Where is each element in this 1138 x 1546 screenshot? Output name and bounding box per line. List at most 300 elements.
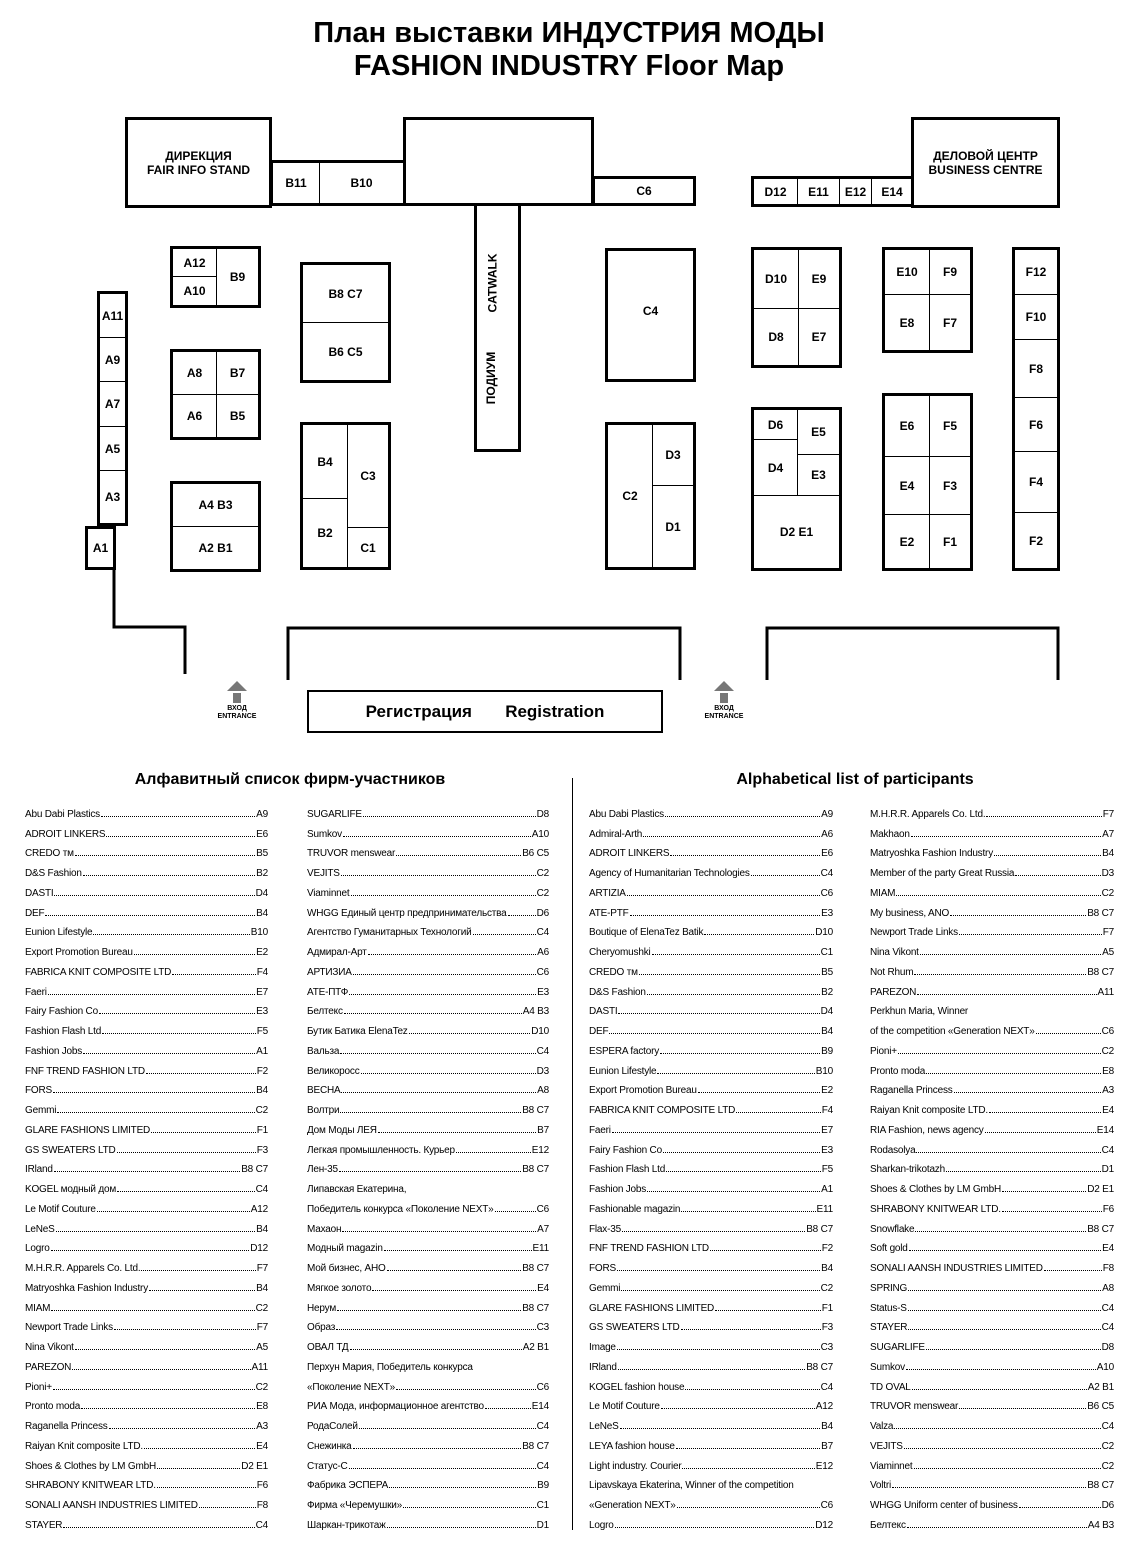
- participant-stand: E14: [1096, 1124, 1114, 1136]
- participant-row: [589, 1136, 833, 1156]
- participant-row: [870, 820, 1114, 840]
- booth-B9[interactable]: B9: [229, 270, 246, 284]
- participant-row: [589, 938, 833, 958]
- participant-row: [870, 1373, 1114, 1393]
- participant-row: [307, 998, 549, 1018]
- leader-dots: [985, 1132, 1096, 1133]
- leader-dots: [114, 1329, 256, 1330]
- booth-group-d10-e7[interactable]: [751, 247, 842, 368]
- participant-row: [307, 1136, 549, 1156]
- participant-stand: D1: [536, 1519, 549, 1531]
- participant-row: [589, 1452, 833, 1472]
- participant-name: Fashion Flash Ltd: [25, 1026, 102, 1037]
- participant-stand: A4 B3: [522, 1006, 549, 1018]
- participant-stand: D4: [820, 1006, 833, 1018]
- participant-stand: F8: [256, 1500, 268, 1511]
- booth-D4[interactable]: D4: [754, 440, 798, 496]
- booth-B11[interactable]: B11: [273, 163, 320, 203]
- participant-name: Fashion Flash Ltd: [589, 1164, 666, 1176]
- participant-name: Бутик Батика ElenaTez: [307, 1026, 408, 1037]
- participant-name: Agency of Humanitarian Technologies: [589, 868, 750, 879]
- participant-name: KOGEL fashion house: [589, 1381, 685, 1393]
- participant-row: [25, 1175, 268, 1195]
- leader-dots: [986, 816, 1101, 817]
- participant-row: [589, 998, 833, 1018]
- leader-dots: [898, 1053, 1101, 1054]
- participant-stand: C4: [1101, 1144, 1114, 1156]
- leader-dots: [622, 1231, 805, 1232]
- participant-row: [589, 978, 833, 998]
- booth-E6[interactable]: E6: [885, 396, 930, 457]
- booth-F9[interactable]: F9: [930, 250, 970, 295]
- participant-name: Мой бизнес, АНО: [307, 1263, 386, 1274]
- participant-row: [307, 899, 549, 919]
- participant-stand: E6: [821, 848, 833, 860]
- participant-name: Viaminnet: [307, 887, 350, 899]
- participant-stand: C4: [1101, 1302, 1114, 1314]
- participant-row: [25, 1057, 268, 1077]
- participant-stand: F5: [256, 1026, 268, 1037]
- leader-dots: [56, 1231, 256, 1232]
- participant-row: [870, 1432, 1114, 1452]
- participant-row: [307, 1373, 549, 1393]
- participant-name: STAYER: [25, 1519, 63, 1531]
- participant-name: Перхун Мария, Победитель конкурса: [307, 1361, 473, 1373]
- participant-stand: B8 C7: [806, 1223, 833, 1235]
- participant-stand: A5: [1102, 947, 1114, 958]
- participant-row: [25, 879, 268, 899]
- participant-stand: F1: [821, 1302, 833, 1314]
- participants-ru-column-2: [307, 800, 549, 1531]
- participant-row: [870, 800, 1114, 820]
- booth-C1[interactable]: C1: [360, 540, 376, 555]
- leader-dots: [914, 974, 1086, 975]
- leader-dots: [117, 1191, 255, 1192]
- booth-group-c2-d1[interactable]: [605, 422, 696, 570]
- participant-row: [870, 1235, 1114, 1255]
- booth-D2E1[interactable]: D2 E1: [779, 525, 814, 539]
- participant-stand: F4: [256, 966, 268, 978]
- participant-name: SHRABONY KNITWEAR LTD.: [25, 1480, 156, 1492]
- leader-dots: [906, 1369, 1096, 1370]
- booth-B10[interactable]: B10: [350, 176, 373, 190]
- participant-stand: E2: [256, 947, 268, 958]
- booth-C4[interactable]: [605, 248, 696, 382]
- participant-row: [25, 938, 268, 958]
- participant-stand: B4: [256, 1282, 268, 1294]
- participant-name: CREDO тм: [25, 848, 74, 860]
- participant-stand: F4: [821, 1105, 833, 1116]
- leader-dots: [101, 816, 255, 817]
- participant-stand: B6 C5: [1087, 1401, 1114, 1413]
- participant-stand: C6: [536, 1203, 549, 1215]
- leader-dots: [959, 934, 1102, 935]
- participant-name: Дом Моды ЛЕЯ: [307, 1124, 377, 1136]
- participant-row: [307, 1037, 549, 1057]
- participant-stand: A6: [537, 947, 549, 958]
- booth-E14[interactable]: E14: [881, 184, 903, 199]
- leader-dots: [54, 1171, 240, 1172]
- booth-A12[interactable]: A12: [173, 249, 217, 277]
- participant-name: Pioni+: [870, 1045, 897, 1057]
- participant-name: Fairy Fashion Co: [25, 1006, 98, 1018]
- leader-dots: [904, 1448, 1101, 1449]
- leader-dots: [54, 895, 254, 896]
- booth-F8[interactable]: F8: [1015, 340, 1057, 398]
- participant-row: [307, 1432, 549, 1452]
- leader-dots: [144, 1448, 255, 1449]
- participant-stand: B8 C7: [241, 1164, 268, 1176]
- leader-dots: [409, 1033, 531, 1034]
- booth-C2[interactable]: C2: [608, 425, 653, 567]
- participant-stand: F7: [1102, 927, 1114, 939]
- participant-stand: C6: [1101, 1026, 1114, 1037]
- participant-stand: A3: [1102, 1085, 1114, 1097]
- leader-dots: [908, 1329, 1100, 1330]
- participant-name: РИА Мода, информационное агентство: [307, 1401, 484, 1413]
- participant-name: «Generation NEXT»: [589, 1500, 676, 1511]
- participant-row: [589, 1096, 833, 1116]
- booth-E2[interactable]: E2: [885, 515, 930, 568]
- booth-D1[interactable]: D1: [665, 519, 681, 534]
- leader-dots: [361, 1073, 536, 1074]
- booth-A3[interactable]: A3: [104, 490, 121, 504]
- participant-row: [870, 998, 1114, 1018]
- participant-name: Newport Trade Links: [25, 1322, 113, 1334]
- booth-E8[interactable]: E8: [885, 295, 930, 350]
- leader-dots: [141, 1270, 255, 1271]
- booth-column-f[interactable]: [1012, 247, 1060, 571]
- leader-dots: [677, 1507, 820, 1508]
- booth-F2[interactable]: F2: [1028, 533, 1043, 548]
- leader-dots: [149, 1290, 255, 1291]
- participant-stand: C2: [536, 887, 549, 899]
- booth-E11[interactable]: E11: [798, 179, 840, 204]
- participant-row: [589, 958, 833, 978]
- booth-E7[interactable]: E7: [811, 330, 827, 344]
- list-title-ru: Алфавитный список фирм-участников: [134, 771, 446, 788]
- booth-C3[interactable]: C3: [348, 425, 388, 528]
- participant-stand: C4: [536, 1460, 549, 1472]
- leader-dots: [647, 994, 820, 995]
- participant-row: [870, 1353, 1114, 1373]
- leader-dots: [342, 1231, 536, 1232]
- participant-row: [25, 1472, 268, 1492]
- participant-row: [307, 1452, 549, 1472]
- booth-A2B1[interactable]: A2 B1: [198, 541, 233, 555]
- leader-dots: [620, 1428, 821, 1429]
- participant-stand: E12: [531, 1144, 549, 1156]
- booth-B4[interactable]: B4: [303, 425, 348, 499]
- booth-F6[interactable]: F6: [1015, 398, 1057, 452]
- booth-A10[interactable]: A10: [173, 277, 217, 305]
- booth-E5[interactable]: E5: [798, 410, 839, 455]
- participant-name: RIA Fashion, news agency: [870, 1124, 984, 1136]
- participant-row: [870, 938, 1114, 958]
- participant-name: Rodasolya: [870, 1144, 916, 1156]
- participant-name: ATE-PTF: [589, 907, 629, 919]
- participant-name: Logro: [25, 1243, 50, 1255]
- participant-name: Valza: [870, 1421, 894, 1432]
- participant-stand: C2: [1101, 887, 1114, 899]
- booth-B2[interactable]: B2: [303, 499, 348, 567]
- participant-row: [307, 859, 549, 879]
- participant-stand: B2: [256, 868, 268, 879]
- participant-row: [25, 1274, 268, 1294]
- entrance-left[interactable]: [202, 681, 272, 721]
- booth-D10[interactable]: D10: [754, 250, 799, 309]
- participant-name: SONALI AANSH INDUSTRIES LIMITED: [870, 1263, 1043, 1274]
- leader-dots: [911, 836, 1101, 837]
- leader-dots: [340, 1053, 535, 1054]
- participant-name: CREDO тм: [589, 966, 638, 978]
- participant-stand: C4: [820, 1381, 833, 1393]
- booth-F4[interactable]: F4: [1015, 452, 1057, 513]
- leader-dots: [109, 1428, 256, 1429]
- booth-F7[interactable]: F7: [942, 315, 957, 330]
- leader-dots: [337, 1310, 521, 1311]
- registration-desk[interactable]: [307, 690, 663, 733]
- booth-A11[interactable]: A11: [100, 294, 125, 338]
- leader-dots: [72, 1369, 250, 1370]
- booth-D6[interactable]: D6: [754, 410, 798, 440]
- participant-name: Shoes & Clothes by LM GmbH: [870, 1184, 1001, 1195]
- participant-row: [589, 879, 833, 899]
- leader-dots: [349, 1468, 536, 1469]
- participant-row: [870, 958, 1114, 978]
- booth-E12[interactable]: E12: [840, 179, 872, 204]
- fair-info-stand[interactable]: [125, 117, 272, 208]
- participant-name: Logro: [589, 1519, 614, 1531]
- registration-label-ru: Регистрация: [365, 701, 472, 721]
- booth-A8[interactable]: A8: [173, 352, 217, 395]
- participant-stand: E14: [531, 1401, 549, 1413]
- participant-name: DASTI: [589, 1006, 618, 1018]
- leader-dots: [134, 954, 255, 955]
- participant-name: Abu Dabi Plastics: [589, 808, 664, 820]
- participant-name: Matryoshka Fashion Industry: [870, 848, 993, 860]
- participant-row: [307, 958, 549, 978]
- participant-row: [589, 1235, 833, 1255]
- participant-name: Fairy Fashion Co: [589, 1144, 662, 1156]
- participant-name: M.H.R.R. Apparels Co. Ltd.: [25, 1263, 141, 1274]
- participant-name: Matryoshka Fashion Industry: [25, 1282, 148, 1294]
- booth-A9[interactable]: A9: [100, 338, 125, 382]
- participant-stand: B6 C5: [522, 848, 549, 860]
- booth-D12[interactable]: D12: [754, 179, 798, 204]
- participant-row: [870, 899, 1114, 919]
- participant-row: [25, 840, 268, 860]
- participant-row: [307, 1077, 549, 1097]
- entrance-right-en: ENTRANCE: [704, 713, 744, 720]
- booth-D3[interactable]: D3: [653, 425, 693, 486]
- leader-dots: [339, 1171, 521, 1172]
- participant-row: [870, 1333, 1114, 1353]
- catwalk[interactable]: [474, 203, 521, 452]
- leader-dots: [946, 1171, 1101, 1172]
- participant-stand: E11: [816, 1203, 833, 1215]
- booth-row-d12-e14[interactable]: [751, 176, 915, 207]
- participant-row: [870, 1274, 1114, 1294]
- booth-F5[interactable]: F5: [930, 396, 970, 457]
- participant-stand: F2: [821, 1243, 833, 1255]
- leader-dots: [344, 1013, 522, 1014]
- participant-name: ВЕСНА: [307, 1085, 341, 1097]
- leader-dots: [685, 1389, 819, 1390]
- leader-dots: [751, 875, 820, 876]
- booth-A4B3[interactable]: A4 B3: [173, 484, 258, 527]
- participant-name: Voltri: [870, 1480, 892, 1492]
- participant-row: [307, 1491, 549, 1511]
- participants-en-column-2: [870, 800, 1114, 1531]
- booth-A1-label: A1: [92, 541, 109, 555]
- participant-stand: E8: [256, 1401, 268, 1413]
- booth-B5[interactable]: B5: [229, 409, 246, 423]
- participant-row: [25, 1096, 268, 1116]
- booth-group-b4-c1[interactable]: [300, 422, 391, 570]
- booth-F10[interactable]: F10: [1015, 295, 1057, 340]
- fair-info-en: FAIR INFO STAND: [146, 162, 251, 177]
- leader-dots: [615, 1527, 815, 1528]
- participant-name: FORS: [25, 1085, 52, 1097]
- participant-row: [870, 1116, 1114, 1136]
- participant-name: My business, ANO: [870, 907, 950, 919]
- booth-B6C5[interactable]: B6 C5: [328, 344, 363, 359]
- participant-row: [307, 938, 549, 958]
- participant-row: [589, 1491, 833, 1511]
- participant-row: [25, 800, 268, 820]
- leader-dots: [359, 1428, 536, 1429]
- booth-group-a12-b9[interactable]: [170, 246, 261, 308]
- participant-stand: D10: [815, 927, 833, 939]
- booth-C6[interactable]: [592, 176, 696, 206]
- participant-name: Великоросс: [307, 1065, 360, 1077]
- participant-stand: B8 C7: [806, 1361, 833, 1373]
- participant-row: [307, 1254, 549, 1274]
- booth-F3[interactable]: F3: [930, 457, 970, 515]
- participant-stand: B8 C7: [1087, 1223, 1114, 1235]
- leader-dots: [660, 1053, 820, 1054]
- leader-dots: [387, 1270, 522, 1271]
- leader-dots: [630, 915, 821, 916]
- registration-label-en: Registration: [505, 701, 605, 721]
- participant-row: [307, 820, 549, 840]
- participant-stand: A8: [537, 1085, 549, 1097]
- booth-B8C7[interactable]: B8 C7: [303, 265, 388, 323]
- participant-name: Snowflake: [870, 1223, 915, 1235]
- leader-dots: [663, 1152, 820, 1153]
- leader-dots: [926, 1349, 1101, 1350]
- participant-row: [870, 1057, 1114, 1077]
- participant-stand: F3: [256, 1144, 268, 1156]
- participant-stand: C4: [255, 1184, 268, 1195]
- booth-group-e10-f7[interactable]: [882, 247, 973, 353]
- booth-b11-b10[interactable]: [270, 160, 406, 206]
- leader-dots: [959, 1408, 1086, 1409]
- booth-A1[interactable]: [85, 526, 116, 570]
- participant-stand: F8: [1102, 1263, 1114, 1274]
- booth-E10[interactable]: E10: [885, 250, 930, 295]
- booth-E4[interactable]: E4: [885, 457, 930, 515]
- booth-group-a8-b5[interactable]: [170, 349, 261, 440]
- participant-row: [589, 899, 833, 919]
- participant-stand: F6: [256, 1480, 268, 1492]
- booth-F1[interactable]: F1: [942, 534, 957, 549]
- participant-name: of the competition «Generation NEXT»: [870, 1026, 1035, 1037]
- booth-D8[interactable]: D8: [754, 309, 799, 365]
- entrance-right[interactable]: [689, 681, 759, 721]
- booth-group-e6-f1[interactable]: [882, 393, 973, 571]
- booth-B7[interactable]: B7: [217, 352, 258, 395]
- leader-dots: [1044, 1270, 1102, 1271]
- leader-dots: [363, 816, 536, 817]
- participant-row: [25, 1452, 268, 1472]
- participant-stand: B8 C7: [522, 1105, 549, 1116]
- booth-A7[interactable]: A7: [100, 382, 125, 427]
- participant-stand: A12: [815, 1401, 833, 1413]
- participant-row: [870, 840, 1114, 860]
- participant-name: Pioni+: [25, 1381, 52, 1393]
- participant-name: PAREZON: [870, 986, 917, 998]
- participant-name: Fashion Jobs: [25, 1045, 83, 1057]
- participant-stand: A2 B1: [1087, 1381, 1114, 1393]
- leader-dots: [157, 1487, 256, 1488]
- participant-row: [589, 859, 833, 879]
- participant-name: FNF TREND FASHION LTD: [589, 1243, 709, 1255]
- booth-A6[interactable]: A6: [173, 395, 217, 437]
- leader-dots: [349, 994, 536, 995]
- arrow-up-icon: [227, 681, 247, 691]
- participant-stand: C2: [536, 868, 549, 879]
- leader-dots: [53, 1092, 255, 1093]
- booth-group-a4b3-a2b1[interactable]: [170, 481, 261, 572]
- participant-stand: B10: [815, 1065, 833, 1077]
- booth-A5[interactable]: A5: [100, 427, 125, 471]
- booth-column-a-odd[interactable]: [97, 291, 128, 526]
- participant-row: [25, 1195, 268, 1215]
- leader-dots: [485, 1408, 531, 1409]
- leader-dots: [617, 1270, 820, 1271]
- participant-row: [307, 1393, 549, 1413]
- leader-dots: [618, 1013, 819, 1014]
- booth-E9[interactable]: E9: [799, 250, 839, 309]
- participant-row: [870, 1096, 1114, 1116]
- leader-dots: [83, 875, 255, 876]
- participant-name: Viaminnet: [870, 1460, 913, 1472]
- business-centre[interactable]: [911, 117, 1060, 208]
- booth-F12[interactable]: F12: [1015, 250, 1057, 295]
- leader-dots: [908, 1290, 1101, 1291]
- booth-group-d6-e1[interactable]: [751, 407, 842, 571]
- booth-group-b8c7-b6c5[interactable]: [300, 262, 391, 383]
- booth-E3[interactable]: E3: [798, 455, 839, 496]
- participant-row: [307, 1057, 549, 1077]
- leader-dots: [378, 1132, 536, 1133]
- leader-dots: [896, 895, 1100, 896]
- participant-name: WHGG Единый центр предпринимательства: [307, 907, 507, 919]
- leader-dots: [396, 855, 521, 856]
- leader-dots: [45, 915, 255, 916]
- leader-dots: [1036, 1033, 1101, 1034]
- list-title-en: Alphabetical list of participants: [736, 771, 974, 788]
- participant-row: [589, 1373, 833, 1393]
- participant-stand: C6: [820, 1500, 833, 1511]
- participant-stand: C6: [536, 1381, 549, 1393]
- participant-row: [870, 1215, 1114, 1235]
- participant-stand: D12: [250, 1243, 268, 1255]
- participant-stand: E3: [821, 1144, 833, 1156]
- participant-name: STAYER: [870, 1322, 908, 1334]
